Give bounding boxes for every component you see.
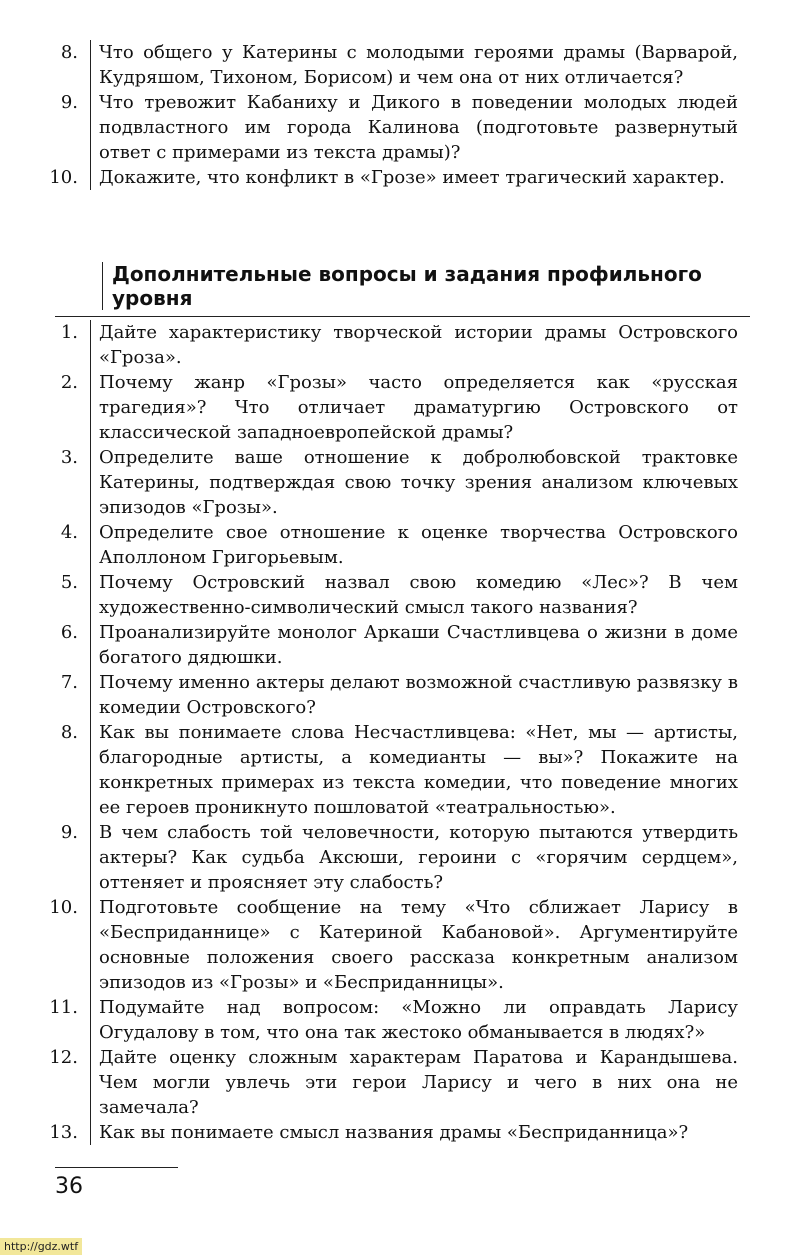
question-item <box>0 165 803 190</box>
question-item <box>0 370 803 445</box>
question-number: 10. <box>49 167 78 188</box>
footnote-divider <box>55 1167 178 1168</box>
question-number: 8. <box>60 42 78 63</box>
question-text: Определите свое отношение к оценке творчества Островского Аполлоном Григорьевым. <box>90 520 738 570</box>
question-list-main <box>0 40 803 190</box>
question-item <box>0 445 803 520</box>
question-item <box>0 720 803 820</box>
question-item <box>0 670 803 720</box>
question-text: Дайте характеристику творческой истории драмы Островского «Гроза». <box>90 320 738 370</box>
question-item <box>0 520 803 570</box>
question-text: Почему жанр «Грозы» часто определяется как «русская трагедия»? Что отличает драматургию Островского от классической западноевропейской драмы? <box>90 370 738 445</box>
question-text: Определите ваше отношение к добролюбовской трактовке Катерины, подтверждая свою точку зрения анализом ключевых эпизодов «Грозы». <box>90 445 738 520</box>
question-number: 2. <box>60 372 78 393</box>
question-item <box>0 820 803 895</box>
question-list-profile <box>0 320 803 1145</box>
question-text: Что тревожит Кабаниху и Дикого в поведении молодых людей подвластного им города Калинова (подготовьте развернутый ответ с примерами из текста драмы)? <box>90 90 738 165</box>
question-number: 8. <box>60 722 78 743</box>
question-number: 1. <box>60 322 78 343</box>
question-number: 9. <box>60 92 78 113</box>
question-text: Как вы понимаете слова Несчастливцева: «Нет, мы — артисты, благородные артисты, а комедианты — вы»? Покажите на конкретных примерах из текста комедии, что поведение многих ее героев проникнуто пошловатой «театральностью». <box>90 720 738 820</box>
question-text: Подумайте над вопросом: «Можно ли оправдать Ларису Огудалову в том, что она так жестоко обманывается в людях?» <box>90 995 738 1045</box>
question-item <box>0 570 803 620</box>
section-heading: Дополнительные вопросы и задания профильного уровня <box>102 262 752 310</box>
question-number: 10. <box>49 897 78 918</box>
page-number: 36 <box>55 1174 83 1199</box>
question-number: 5. <box>60 572 78 593</box>
question-item <box>0 40 803 90</box>
question-number: 9. <box>60 822 78 843</box>
question-text: Подготовьте сообщение на тему «Что сближает Ларису в «Бесприданнице» с Катериной Кабановой». Аргументируйте основные положения своего рассказа конкретным анализом эпизодов из «Грозы» и «Бесприданницы». <box>90 895 738 995</box>
question-text: Почему именно актеры делают возможной счастливую развязку в комедии Островского? <box>90 670 738 720</box>
question-text: Докажите, что конфликт в «Грозе» имеет трагический характер. <box>90 165 738 190</box>
question-number: 7. <box>60 672 78 693</box>
question-number: 13. <box>49 1122 78 1143</box>
question-number: 4. <box>60 522 78 543</box>
question-number: 11. <box>49 997 78 1018</box>
question-text: Проанализируйте монолог Аркаши Счастливцева о жизни в доме богатого дядюшки. <box>90 620 738 670</box>
question-item <box>0 1120 803 1145</box>
question-item <box>0 1045 803 1120</box>
question-number: 12. <box>49 1047 78 1068</box>
question-number: 3. <box>60 447 78 468</box>
question-text: В чем слабость той человечности, которую пытаются утвердить актеры? Как судьба Аксюши, героини с «горячим сердцем», оттеняет и проясняет эту слабость? <box>90 820 738 895</box>
heading-divider <box>55 316 750 317</box>
question-text: Что общего у Катерины с молодыми героями драмы (Варварой, Кудряшом, Тихоном, Борисом) и чем она от них отличается? <box>90 40 738 90</box>
watermark-link[interactable]: http://gdz.wtf <box>0 1238 82 1255</box>
question-text: Как вы понимаете смысл названия драмы «Бесприданница»? <box>90 1120 738 1145</box>
question-item <box>0 995 803 1045</box>
question-item <box>0 320 803 370</box>
question-item <box>0 895 803 995</box>
question-number: 6. <box>60 622 78 643</box>
question-text: Дайте оценку сложным характерам Паратова и Карандышева. Чем могли увлечь эти герои Ларису и чего в них она не замечала? <box>90 1045 738 1120</box>
question-text: Почему Островский назвал свою комедию «Лес»? В чем художественно-символический смысл такого названия? <box>90 570 738 620</box>
question-item <box>0 620 803 670</box>
question-item <box>0 90 803 165</box>
